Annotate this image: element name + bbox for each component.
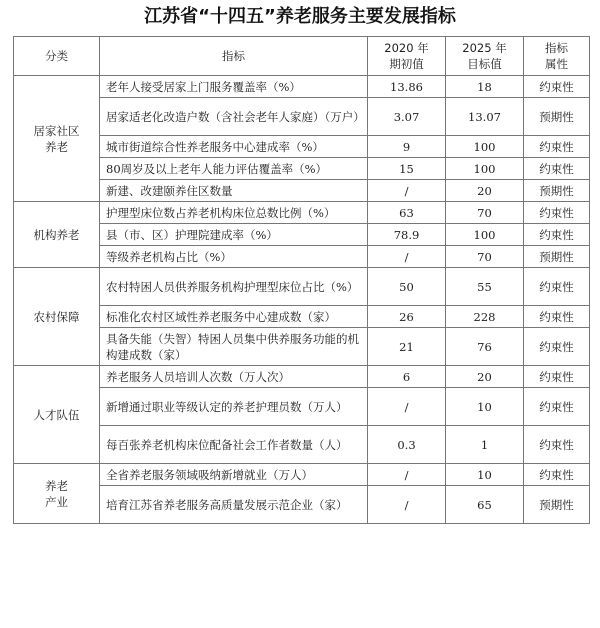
header-property: 指标 属性 bbox=[524, 37, 590, 76]
base-value-cell: 21 bbox=[368, 328, 446, 366]
target-value-cell: 100 bbox=[446, 136, 524, 158]
property-cell: 约束性 bbox=[524, 268, 590, 306]
table-row bbox=[14, 464, 590, 486]
base-value-cell: / bbox=[368, 486, 446, 524]
target-value-cell: 70 bbox=[446, 246, 524, 268]
property-cell: 预期性 bbox=[524, 246, 590, 268]
indicator-table bbox=[13, 36, 590, 524]
target-value-cell: 10 bbox=[446, 464, 524, 486]
table-row bbox=[14, 366, 590, 388]
base-value-cell: 6 bbox=[368, 366, 446, 388]
indicator-cell: 老年人接受居家上门服务覆盖率（%） bbox=[100, 76, 368, 98]
table-row bbox=[14, 486, 590, 524]
target-value-cell: 10 bbox=[446, 388, 524, 426]
indicator-cell: 培育江苏省养老服务高质量发展示范企业（家） bbox=[100, 486, 368, 524]
target-value-cell: 1 bbox=[446, 426, 524, 464]
target-value-cell: 76 bbox=[446, 328, 524, 366]
property-cell: 约束性 bbox=[524, 388, 590, 426]
indicator-cell: 居家适老化改造户数（含社会老年人家庭）（万户） bbox=[100, 98, 368, 136]
property-cell: 约束性 bbox=[524, 306, 590, 328]
base-value-cell: / bbox=[368, 464, 446, 486]
base-value-cell: 13.86 bbox=[368, 76, 446, 98]
base-value-cell: / bbox=[368, 388, 446, 426]
header-target-value: 2025 年 目标值 bbox=[446, 37, 524, 76]
base-value-cell: 50 bbox=[368, 268, 446, 306]
property-cell: 约束性 bbox=[524, 76, 590, 98]
property-cell: 约束性 bbox=[524, 426, 590, 464]
category-cell: 人才队伍 bbox=[14, 366, 100, 464]
table-row bbox=[14, 180, 590, 202]
property-cell: 预期性 bbox=[524, 486, 590, 524]
property-cell: 约束性 bbox=[524, 328, 590, 366]
table-row bbox=[14, 426, 590, 464]
target-value-cell: 18 bbox=[446, 76, 524, 98]
indicator-cell: 80周岁及以上老年人能力评估覆盖率（%） bbox=[100, 158, 368, 180]
target-value-cell: 100 bbox=[446, 158, 524, 180]
table-row bbox=[14, 224, 590, 246]
base-value-cell: 63 bbox=[368, 202, 446, 224]
category-cell: 农村保障 bbox=[14, 268, 100, 366]
indicator-cell: 全省养老服务领域吸纳新增就业（万人） bbox=[100, 464, 368, 486]
indicator-cell: 每百张养老机构床位配备社会工作者数量（人） bbox=[100, 426, 368, 464]
table-row bbox=[14, 328, 590, 366]
target-value-cell: 70 bbox=[446, 202, 524, 224]
base-value-cell: 3.07 bbox=[368, 98, 446, 136]
table-row bbox=[14, 158, 590, 180]
header-indicator: 指标 bbox=[100, 37, 368, 76]
target-value-cell: 55 bbox=[446, 268, 524, 306]
header-base-value: 2020 年 期初值 bbox=[368, 37, 446, 76]
property-cell: 约束性 bbox=[524, 224, 590, 246]
target-value-cell: 20 bbox=[446, 366, 524, 388]
target-value-cell: 20 bbox=[446, 180, 524, 202]
property-cell: 预期性 bbox=[524, 180, 590, 202]
target-value-cell: 228 bbox=[446, 306, 524, 328]
indicator-cell: 养老服务人员培训人次数（万人次） bbox=[100, 366, 368, 388]
table-row bbox=[14, 306, 590, 328]
page-title: 江苏省“十四五”养老服务主要发展指标 bbox=[144, 6, 456, 27]
category-cell: 居家社区 养老 bbox=[14, 76, 100, 202]
base-value-cell: 26 bbox=[368, 306, 446, 328]
base-value-cell: 9 bbox=[368, 136, 446, 158]
indicator-cell: 护理型床位数占养老机构床位总数比例（%） bbox=[100, 202, 368, 224]
property-cell: 约束性 bbox=[524, 464, 590, 486]
table-row bbox=[14, 98, 590, 136]
indicator-cell: 城市街道综合性养老服务中心建成率（%） bbox=[100, 136, 368, 158]
base-value-cell: / bbox=[368, 180, 446, 202]
table-row bbox=[14, 268, 590, 306]
category-cell: 养老 产业 bbox=[14, 464, 100, 524]
base-value-cell: 15 bbox=[368, 158, 446, 180]
property-cell: 预期性 bbox=[524, 98, 590, 136]
table-row bbox=[14, 246, 590, 268]
indicator-cell: 新增通过职业等级认定的养老护理员数（万人） bbox=[100, 388, 368, 426]
property-cell: 约束性 bbox=[524, 202, 590, 224]
base-value-cell: 0.3 bbox=[368, 426, 446, 464]
property-cell: 约束性 bbox=[524, 366, 590, 388]
indicator-cell: 具备失能（失智）特困人员集中供养服务功能的机构建成数（家） bbox=[100, 328, 368, 366]
target-value-cell: 13.07 bbox=[446, 98, 524, 136]
indicator-cell: 标准化农村区域性养老服务中心建成数（家） bbox=[100, 306, 368, 328]
indicator-cell: 新建、改建颐养住区数量 bbox=[100, 180, 368, 202]
table-row bbox=[14, 136, 590, 158]
property-cell: 约束性 bbox=[524, 158, 590, 180]
table-row bbox=[14, 76, 590, 98]
target-value-cell: 65 bbox=[446, 486, 524, 524]
base-value-cell: / bbox=[368, 246, 446, 268]
header-category: 分类 bbox=[14, 37, 100, 76]
indicator-cell: 等级养老机构占比（%） bbox=[100, 246, 368, 268]
property-cell: 约束性 bbox=[524, 136, 590, 158]
base-value-cell: 78.9 bbox=[368, 224, 446, 246]
category-cell: 机构养老 bbox=[14, 202, 100, 268]
table-row bbox=[14, 388, 590, 426]
table-header-row bbox=[14, 37, 590, 76]
target-value-cell: 100 bbox=[446, 224, 524, 246]
table-row bbox=[14, 202, 590, 224]
indicator-cell: 农村特困人员供养服务机构护理型床位占比（%） bbox=[100, 268, 368, 306]
indicator-cell: 县（市、区）护理院建成率（%） bbox=[100, 224, 368, 246]
